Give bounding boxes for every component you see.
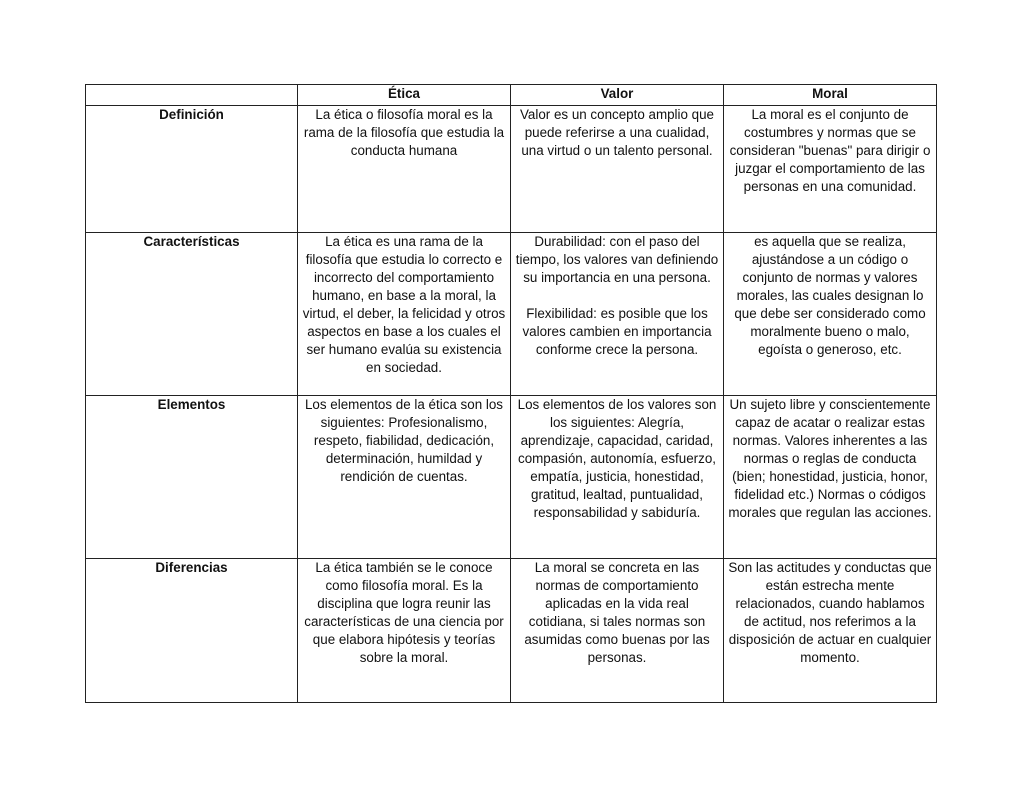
- cell-caracteristicas-etica: La ética es una rama de la filosofía que estudia lo correcto e incorrecto del comportamiento humano, en base a la moral, la virtud, el deber, la felicidad y otros aspectos en base a los cuales el ser humano evalúa su existencia en sociedad.: [298, 233, 511, 396]
- cell-definicion-moral: La moral es el conjunto de costumbres y normas que se consideran "buenas" para dirigir o juzgar el comportamiento de las personas en una comunidad.: [724, 106, 937, 233]
- table-row: [86, 233, 937, 396]
- table-row: [86, 396, 937, 559]
- header-valor: Valor: [511, 85, 724, 106]
- cell-caracteristicas-valor: Durabilidad: con el paso del tiempo, los valores van definiendo su importancia en una persona. Flexibilidad: es posible que los valores cambien en importancia conforme crece la persona.: [511, 233, 724, 396]
- row-label-definicion: Definición: [86, 106, 298, 233]
- cell-diferencias-moral: Son las actitudes y conductas que están estrecha mente relacionados, cuando hablamos de actitud, nos referimos a la disposición de actuar en cualquier momento.: [724, 559, 937, 703]
- row-label-elementos: Elementos: [86, 396, 298, 559]
- cell-caracteristicas-moral: es aquella que se realiza, ajustándose a un código o conjunto de normas y valores morales, las cuales designan lo que debe ser considerado como moralmente bueno o malo, egoísta o generoso, etc.: [724, 233, 937, 396]
- cell-elementos-valor: Los elementos de los valores son los siguientes: Alegría, aprendizaje, capacidad, caridad, compasión, autonomía, esfuerzo, empatía, justicia, honestidad, gratitud, lealtad, puntualidad, responsabilidad y sabiduría.: [511, 396, 724, 559]
- comparison-table: [85, 84, 937, 703]
- cell-elementos-etica: Los elementos de la ética son los siguientes: Profesionalismo, respeto, fiabilidad, dedicación, determinación, humildad y rendición de cuentas.: [298, 396, 511, 559]
- table-row: [86, 106, 937, 233]
- header-empty-cell: [86, 85, 298, 106]
- cell-definicion-valor: Valor es un concepto amplio que puede referirse a una cualidad, una virtud o un talento personal.: [511, 106, 724, 233]
- row-label-caracteristicas: Características: [86, 233, 298, 396]
- cell-diferencias-valor: La moral se concreta en las normas de comportamiento aplicadas en la vida real cotidiana, si tales normas son asumidas como buenas por las personas.: [511, 559, 724, 703]
- header-etica: Ética: [298, 85, 511, 106]
- cell-definicion-etica: La ética o filosofía moral es la rama de la filosofía que estudia la conducta humana: [298, 106, 511, 233]
- table-header-row: [86, 85, 937, 106]
- cell-elementos-moral: Un sujeto libre y conscientemente capaz de acatar o realizar estas normas. Valores inherentes a las normas o reglas de conducta (bien; honestidad, justicia, honor, fidelidad etc.) Normas o códigos morales que regulan las acciones.: [724, 396, 937, 559]
- cell-diferencias-etica: La ética también se le conoce como filosofía moral. Es la disciplina que logra reunir las características de una ciencia por que elabora hipótesis y teorías sobre la moral.: [298, 559, 511, 703]
- table-row: [86, 559, 937, 703]
- row-label-diferencias: Diferencias: [86, 559, 298, 703]
- header-moral: Moral: [724, 85, 937, 106]
